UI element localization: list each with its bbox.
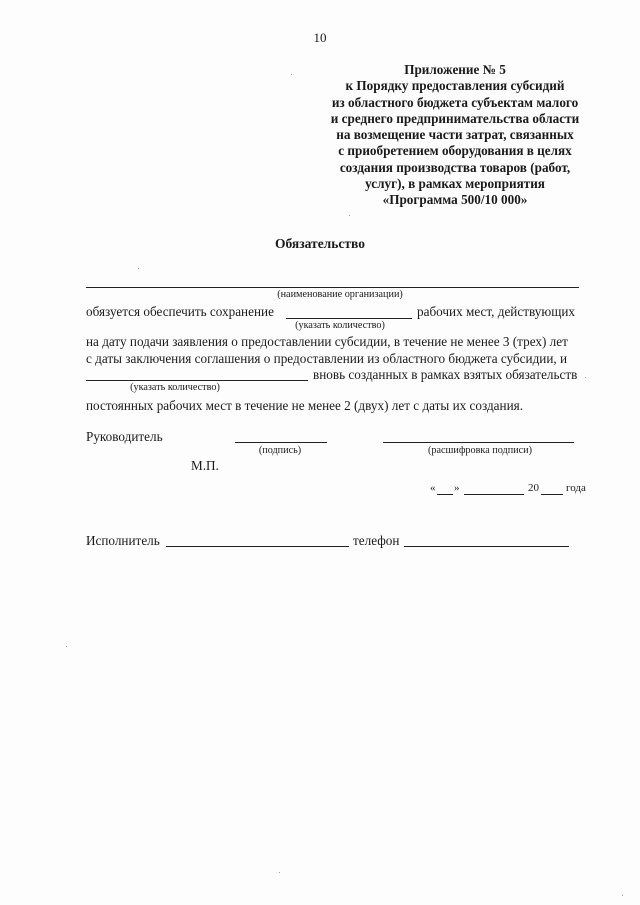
- scan-speck: [138, 268, 139, 269]
- appendix-line: с приобретением оборудования в целях: [338, 143, 572, 159]
- scan-speck: [279, 872, 280, 873]
- appendix-line: и среднего предпринимательства области: [330, 110, 580, 126]
- appendix-line: к Порядку предоставления субсидий: [345, 78, 565, 94]
- body-line1-end: рабочих мест, действующих: [417, 304, 575, 319]
- body-line5: постоянных рабочих мест в течение не менее 2 (двух) лет с даты их создания.: [86, 398, 523, 413]
- date-day-field-line: [437, 494, 453, 495]
- date-year-prefix: 20: [528, 482, 539, 494]
- scan-speck: [622, 895, 623, 896]
- scan-speck: [291, 74, 292, 75]
- phone-field-line: [404, 546, 569, 547]
- date-month-field-line: [464, 494, 524, 495]
- signature-decoding-caption: (расшифровка подписи): [428, 445, 532, 456]
- org-name-caption: (наименование организации): [277, 289, 403, 300]
- stamp-label: М.П.: [191, 458, 219, 473]
- appendix-line: на возмещение части затрат, связанных: [336, 127, 574, 143]
- body-line1-start: обязуется обеспечить сохранение: [86, 304, 274, 319]
- org-name-field-line: [86, 287, 579, 288]
- appendix-header: [300, 62, 610, 209]
- scan-speck: [585, 377, 586, 378]
- appendix-line: «Программа 500/10 000»: [382, 192, 528, 208]
- date-quote-open: «: [430, 482, 436, 494]
- date-quote-close: »: [454, 482, 460, 494]
- body-line2: на дату подачи заявления о предоставлении субсидии, в течение не менее 3 (трех) лет: [86, 334, 568, 349]
- body-line4-end: вновь созданных в рамках взятых обязательств: [313, 367, 578, 382]
- scan-speck: [66, 646, 67, 647]
- date-year-suffix: года: [566, 482, 586, 494]
- scan-speck: [349, 215, 350, 216]
- quantity-caption-2: (указать количество): [130, 382, 220, 393]
- body-line3: с даты заключения соглашения о предоставлении из областного бюджета субсидии, и: [86, 351, 568, 366]
- quantity-caption-1: (указать количество): [295, 320, 385, 331]
- phone-label: телефон: [353, 533, 400, 548]
- signature-caption: (подпись): [258, 445, 302, 456]
- executor-field-line: [166, 546, 349, 547]
- date-year-field-line: [541, 494, 563, 495]
- signature-field-line: [235, 442, 327, 443]
- appendix-line: услуг), в рамках мероприятия: [365, 176, 545, 192]
- appendix-line: из областного бюджета субъектам малого: [331, 94, 579, 110]
- executor-label: Исполнитель: [86, 533, 160, 548]
- appendix-line: Приложение № 5: [404, 62, 506, 77]
- document-title: Обязательство: [275, 236, 365, 251]
- appendix-line: создания производства товаров (работ,: [339, 159, 571, 175]
- quantity-field-line-2: [86, 380, 308, 381]
- page-number: 10: [313, 30, 327, 45]
- signature-decoding-field-line: [383, 442, 574, 443]
- head-label: Руководитель: [86, 429, 163, 444]
- quantity-field-line-1: [286, 318, 412, 319]
